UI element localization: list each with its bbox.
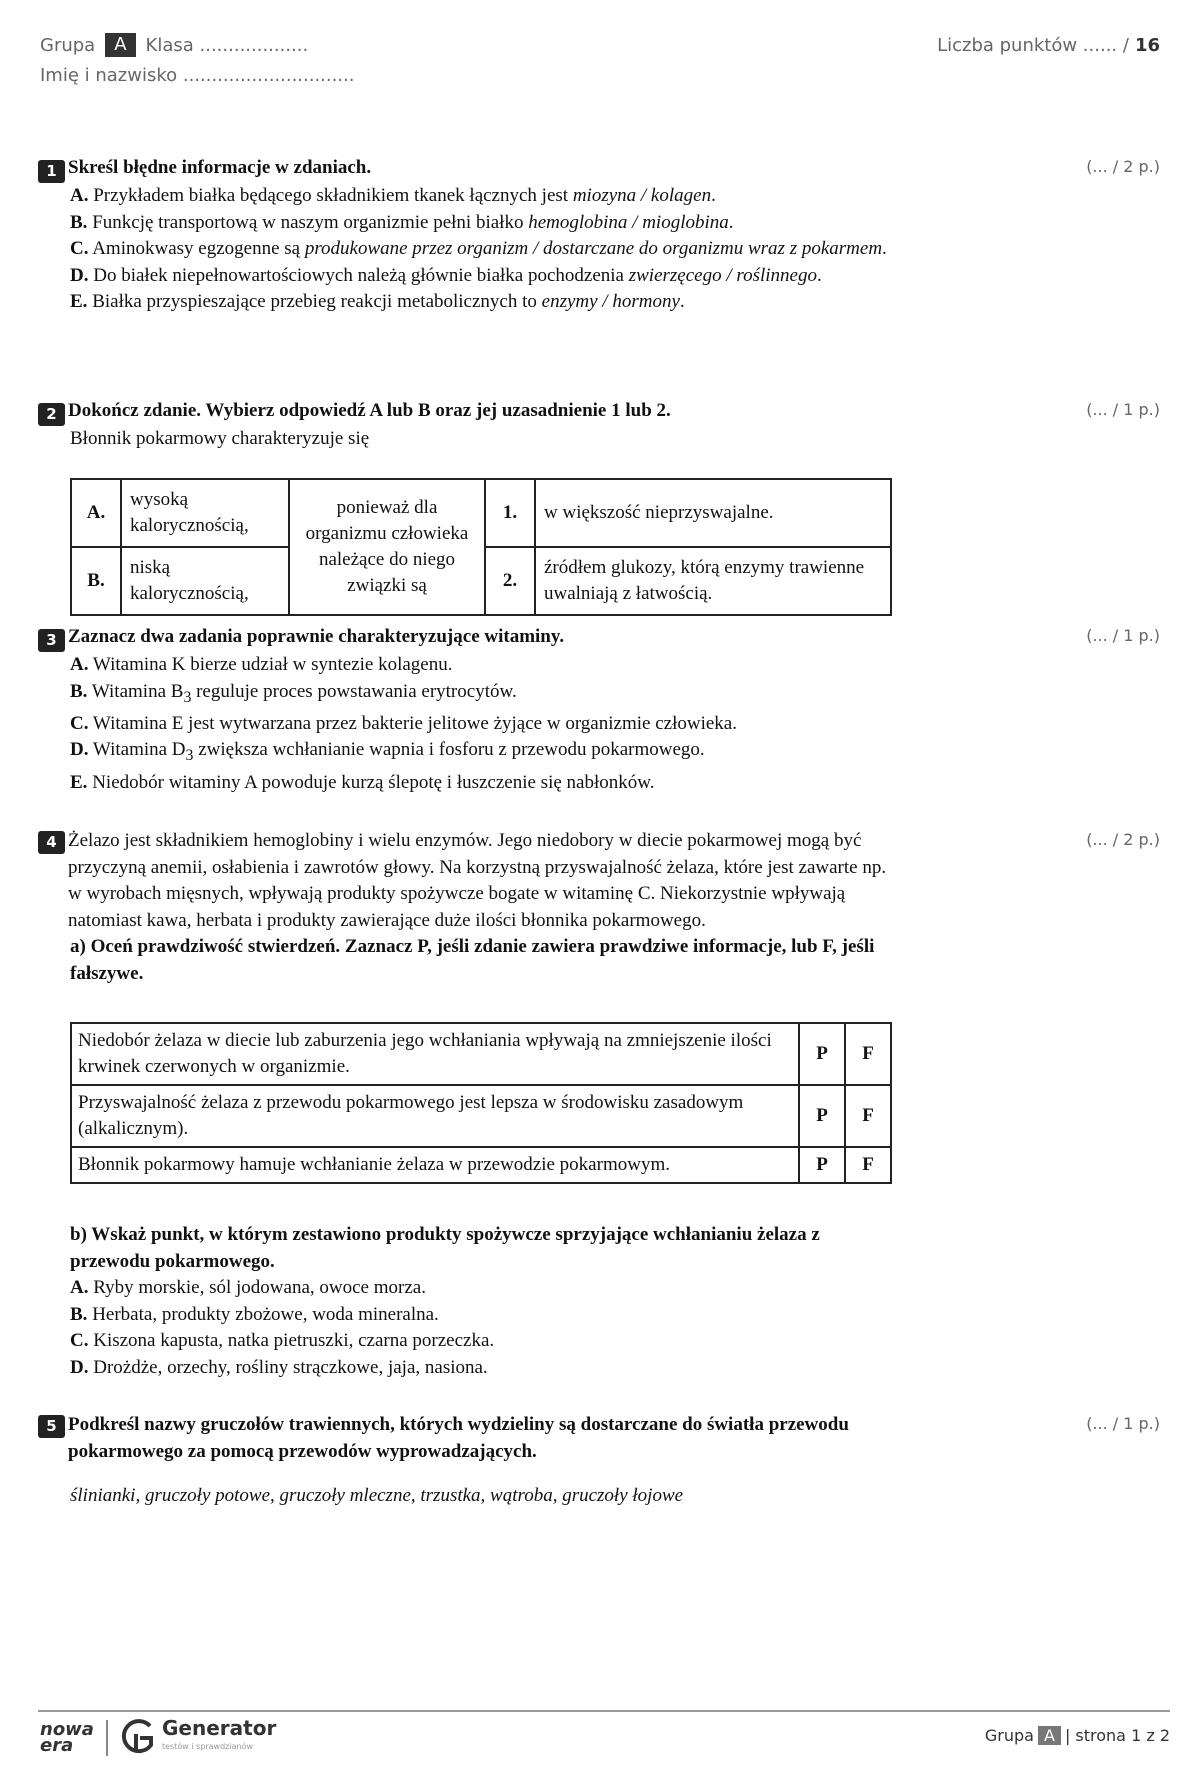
task-4-part-b [38, 1222, 898, 1381]
item-text: Witamina B [91, 680, 184, 702]
item-text: Niedobór witaminy A powoduje kurzą ślepotę i łuszczenie się nabłonków. [92, 771, 655, 793]
task-2-score: (... / 1 p.) [1086, 400, 1160, 419]
footer-group-badge: A [1038, 1726, 1061, 1745]
option-text: wysoką kalorycznością, [121, 479, 289, 547]
task-instruction: Podkreśl nazwy gruczołów trawiennych, których wydzieliny są dostarczane do światła przewodu pokarmowego za pomocą przewodów wyprowadzających. [68, 1414, 849, 1462]
task-1-items [38, 183, 898, 316]
task-number: 3 [38, 629, 65, 652]
item-letter: D. [70, 264, 89, 286]
group-badge: A [105, 33, 135, 57]
item-text: Aminokwasy egzogenne są [92, 238, 301, 259]
answer-option [70, 1355, 898, 1382]
group-label: Grupa [40, 34, 96, 56]
item-options: zwierzęcego / roślinnego [628, 264, 817, 286]
task-instruction: Zaznacz dwa zadania poprawnie charakteryzujące witaminy. [68, 626, 565, 647]
item-end: . [728, 211, 734, 233]
false-mark: F [845, 1023, 891, 1085]
vitamin-item [70, 679, 898, 711]
true-mark: P [799, 1085, 845, 1147]
item-end: . [679, 291, 685, 312]
task-3-items [38, 652, 898, 796]
true-false-table [70, 1022, 892, 1184]
class-field: Klasa ................... [145, 34, 309, 56]
answer-table [70, 478, 892, 616]
item-text: Funkcję transportową w naszym organizmie pełni białko [92, 211, 524, 233]
task-stem: Błonnik pokarmowy charakteryzuje się [70, 428, 370, 449]
statement-row [71, 1023, 891, 1085]
answer-option [70, 1275, 898, 1302]
option-text: Ryby morskie, sól jodowana, owoce morza. [93, 1277, 426, 1298]
item-options: hemoglobina / mioglobina [528, 211, 729, 233]
answer-option [70, 1302, 898, 1329]
false-mark: F [845, 1085, 891, 1147]
item-options: enzymy / hormony [541, 291, 680, 312]
name-field: Imię i nazwisko .............................. [40, 64, 355, 86]
generator-logo-icon [120, 1717, 156, 1757]
item-letter: B. [70, 211, 88, 233]
task-number: 5 [38, 1415, 65, 1438]
vitamin-item [70, 737, 898, 769]
task-3 [38, 624, 898, 796]
item-letter: E. [70, 771, 88, 793]
task-1-score: (... / 2 p.) [1086, 157, 1160, 176]
option-text: Kiszona kapusta, natka pietruszki, czarna porzeczka. [93, 1330, 495, 1351]
statement-row [71, 1085, 891, 1147]
option-letter: B. [70, 1303, 88, 1325]
nowa-era-logo: nowa era [40, 1719, 94, 1756]
item-letter: C. [70, 238, 89, 259]
option-letter: A. [70, 1277, 89, 1298]
reason-text: w większość nieprzyswajalne. [535, 479, 891, 547]
item-text: Do białek niepełnowartościowych należą głównie białka pochodzenia [93, 264, 624, 286]
task-number: 1 [38, 160, 65, 183]
item-letter: D. [70, 739, 89, 761]
item-text-rest: reguluje proces powstawania erytrocytów. [191, 680, 517, 702]
vitamin-item [70, 652, 898, 679]
item-options: miozyna / kolagen [572, 185, 712, 206]
item-text-rest: zwiększa wchłanianie wapnia i fosforu z przewodu pokarmowego. [193, 739, 705, 761]
item-text: Białka przyspieszające przebieg reakcji metabolicznych to [92, 291, 537, 312]
footer [38, 1710, 1170, 1762]
item-text: Przykładem białka będącego składnikiem tkanek łącznych jest [93, 185, 569, 206]
task-1 [38, 155, 898, 316]
task-5-score: (... / 1 p.) [1086, 1414, 1160, 1433]
header [40, 30, 355, 90]
item-letter: C. [70, 712, 89, 734]
task-instruction: Dokończ zdanie. Wybierz odpowiedź A lub B oraz jej uzasadnienie 1 lub 2. [68, 400, 671, 421]
statement-text: Błonnik pokarmowy hamuje wchłanianie żelaza w przewodzie pokarmowym. [71, 1147, 799, 1183]
generator-logo-subtitle: testów i sprawdzianów [162, 1742, 253, 1751]
page-indicator: Grupa A | strona 1 z 2 [984, 1726, 1170, 1745]
false-mark: F [845, 1147, 891, 1183]
item-options: produkowane przez organizm / dostarczane do organizmu wraz z pokarmem [304, 238, 883, 259]
statement-item [70, 183, 898, 210]
task-part-b: b) Wskaż punkt, w którym zestawiono produkty spożywcze sprzyjające wchłanianiu żelaza z przewodu pokarmowego. [70, 1224, 820, 1272]
gland-list: ślinianki, gruczoły potowe, gruczoły mleczne, trzustka, wątroba, gruczoły łojowe [70, 1485, 684, 1506]
option-text: Herbata, produkty zbożowe, woda mineralna. [92, 1303, 439, 1325]
true-mark: P [799, 1023, 845, 1085]
task-number: 2 [38, 403, 65, 426]
item-letter: B. [70, 680, 88, 702]
task-number: 4 [38, 831, 65, 854]
reason-connector: ponieważ dla organizmu człowieka należące do niego związki są [289, 479, 485, 615]
item-text: Witamina K bierze udział w syntezie kolagenu. [92, 654, 453, 675]
item-subscript: 3 [185, 747, 194, 765]
option-text: Drożdże, orzechy, rośliny strączkowe, jaja, nasiona. [93, 1356, 488, 1378]
task-4-options [38, 1275, 898, 1381]
item-text: Witamina E jest wytwarzana przez bakterie jelitowe żyjące w organizmie człowieka. [92, 712, 737, 734]
task-5 [38, 1412, 898, 1510]
item-subscript: 3 [183, 688, 192, 706]
statement-item [70, 210, 898, 237]
option-text: niską kalorycznością, [121, 547, 289, 615]
item-text: Witamina D [92, 739, 186, 761]
task-2 [38, 398, 898, 453]
item-letter: E. [70, 291, 88, 312]
statement-item [70, 289, 898, 316]
reason-number: 2. [485, 547, 535, 615]
item-end: . [882, 238, 887, 259]
reason-number: 1. [485, 479, 535, 547]
task-3-score: (... / 1 p.) [1086, 626, 1160, 645]
statement-item [70, 236, 898, 263]
statement-row [71, 1147, 891, 1183]
task-part-a: a) Oceń prawdziwość stwierdzeń. Zaznacz P, jeśli zdanie zawiera prawdziwe informacje, lub F, jeśli fałszywe. [70, 936, 875, 984]
vitamin-item [70, 770, 898, 797]
option-letter: C. [70, 1330, 89, 1351]
item-end: . [816, 264, 822, 286]
task-4-score: (... / 2 p.) [1086, 830, 1160, 849]
task-instruction: Skreśl błędne informacje w zdaniach. [68, 157, 372, 178]
vitamin-item [70, 711, 898, 738]
task-4 [38, 828, 898, 987]
logo-separator [106, 1720, 108, 1756]
points-field: Liczba punktów ...... / 16 [937, 34, 1160, 56]
option-letter: B. [71, 547, 121, 615]
answer-option [70, 1328, 898, 1355]
option-letter: D. [70, 1356, 89, 1378]
statement-item [70, 263, 898, 290]
item-letter: A. [70, 185, 89, 206]
points-total: 16 [1134, 34, 1160, 56]
task-intro: Żelazo jest składnikiem hemoglobiny i wielu enzymów. Jego niedobory w diecie pokarmowej mogą być przyczyną anemii, osłabienia i zawrotów głowy. Na korzystną przyswajalność żelaza, które jest zawarte np. w wyrobach mięsnych, wpływają produkty spożywcze bogate w witaminę C. Niekorzystnie wpływają natomiast kawa, herbata i produkty zawierające duże ilości błonnika pokarmowego. [68, 830, 887, 931]
option-letter: A. [71, 479, 121, 547]
statement-text: Przyswajalność żelaza z przewodu pokarmowego jest lepsza w środowisku zasadowym (alkalicznym). [71, 1085, 799, 1147]
true-mark: P [799, 1147, 845, 1183]
generator-logo-text: Generator [162, 1716, 277, 1740]
reason-text: źródłem glukozy, którą enzymy trawienne uwalniają z łatwością. [535, 547, 891, 615]
item-end: . [711, 185, 716, 206]
statement-text: Niedobór żelaza w diecie lub zaburzenia jego wchłaniania wpływają na zmniejszenie ilości krwinek czerwonych w organizmie. [71, 1023, 799, 1085]
item-letter: A. [70, 654, 89, 675]
